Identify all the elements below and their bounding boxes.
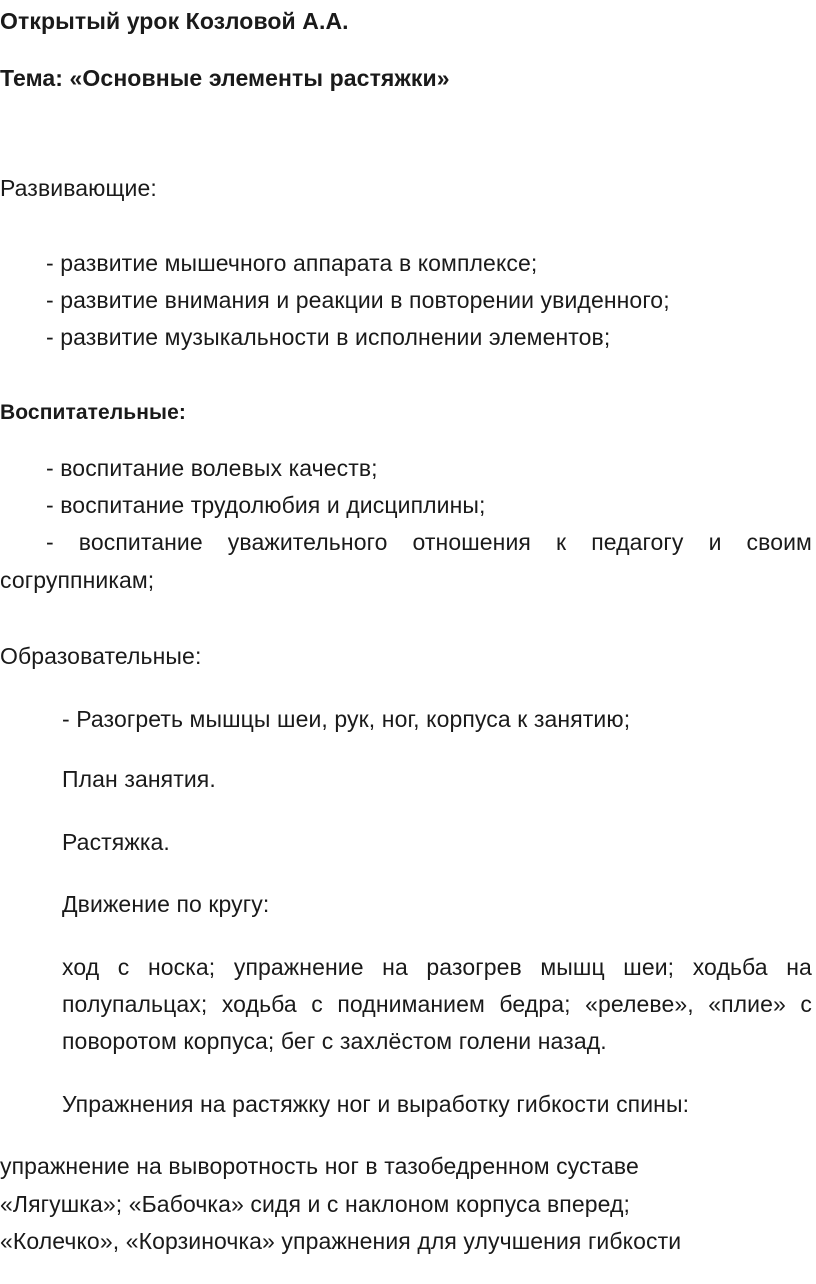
lesson-topic: Тема: «Основные элементы растяжки» bbox=[0, 65, 450, 91]
document-title: Открытый урок Козловой А.А. bbox=[0, 8, 349, 34]
instructional-item-1: - Разогреть мышцы шеи, рук, ног, корпуса к занятию; bbox=[62, 706, 631, 732]
word: ходьба bbox=[221, 991, 297, 1017]
word: своим bbox=[746, 529, 812, 555]
word: отношения bbox=[412, 529, 531, 555]
word: воспитание bbox=[78, 529, 203, 555]
word: шеи; bbox=[623, 954, 675, 980]
circle-line-2 bbox=[62, 989, 812, 1019]
word: педагогу bbox=[591, 529, 684, 555]
developing-item-3: - развитие музыкальности в исполнении элементов; bbox=[46, 324, 611, 350]
word: к bbox=[556, 529, 567, 555]
plan-title: План занятия. bbox=[62, 766, 216, 792]
developing-item-1: - развитие мышечного аппарата в комплексе; bbox=[46, 250, 538, 276]
developing-item-2: - развитие внимания и реакции в повторении увиденного; bbox=[46, 287, 670, 313]
word: - bbox=[46, 529, 54, 555]
plan-circle-heading: Движение по кругу: bbox=[62, 891, 270, 917]
word: разогрев bbox=[426, 954, 522, 980]
word: «релеве», bbox=[585, 991, 694, 1017]
educational-item-3-line-1 bbox=[46, 527, 812, 557]
exercise-line-2: «Лягушка»; «Бабочка» сидя и с наклоном корпуса вперед; bbox=[0, 1191, 631, 1217]
circle-line-1 bbox=[62, 952, 812, 982]
word: уважительного bbox=[227, 529, 388, 555]
word: носка; bbox=[147, 954, 216, 980]
word: ходьба bbox=[692, 954, 768, 980]
instructional-heading: Образовательные: bbox=[0, 643, 202, 669]
word: и bbox=[708, 529, 722, 555]
educational-item-2: - воспитание трудолюбия и дисциплины; bbox=[46, 492, 486, 518]
word: с bbox=[117, 954, 130, 980]
word: подниманием bbox=[337, 991, 485, 1017]
word: ход bbox=[62, 954, 100, 980]
word: с bbox=[800, 991, 812, 1017]
developing-heading: Развивающие: bbox=[0, 175, 157, 201]
exercise-line-1: упражнение на выворотность ног в тазобедренном суставе bbox=[0, 1153, 639, 1179]
educational-item-1: - воспитание волевых качеств; bbox=[46, 455, 378, 481]
exercises-heading: Упражнения на растяжку ног и выработку гибкости спины: bbox=[62, 1091, 690, 1117]
exercise-line-3: «Колечко», «Корзиночка» упражнения для улучшения гибкости bbox=[0, 1228, 682, 1254]
word: упражнение bbox=[233, 954, 364, 980]
word: полупальцах; bbox=[62, 991, 208, 1017]
word: бедра; bbox=[499, 991, 571, 1017]
plan-stretch: Растяжка. bbox=[62, 829, 170, 855]
circle-line-3: поворотом корпуса; бег с захлёстом голени назад. bbox=[62, 1028, 607, 1054]
word: на bbox=[382, 954, 408, 980]
word: с bbox=[311, 991, 323, 1017]
word: мышц bbox=[540, 954, 605, 980]
word: «плие» bbox=[708, 991, 786, 1017]
educational-heading: Воспитательные: bbox=[0, 401, 186, 424]
word: на bbox=[786, 954, 812, 980]
educational-item-3-line-2: согруппникам; bbox=[0, 567, 155, 593]
